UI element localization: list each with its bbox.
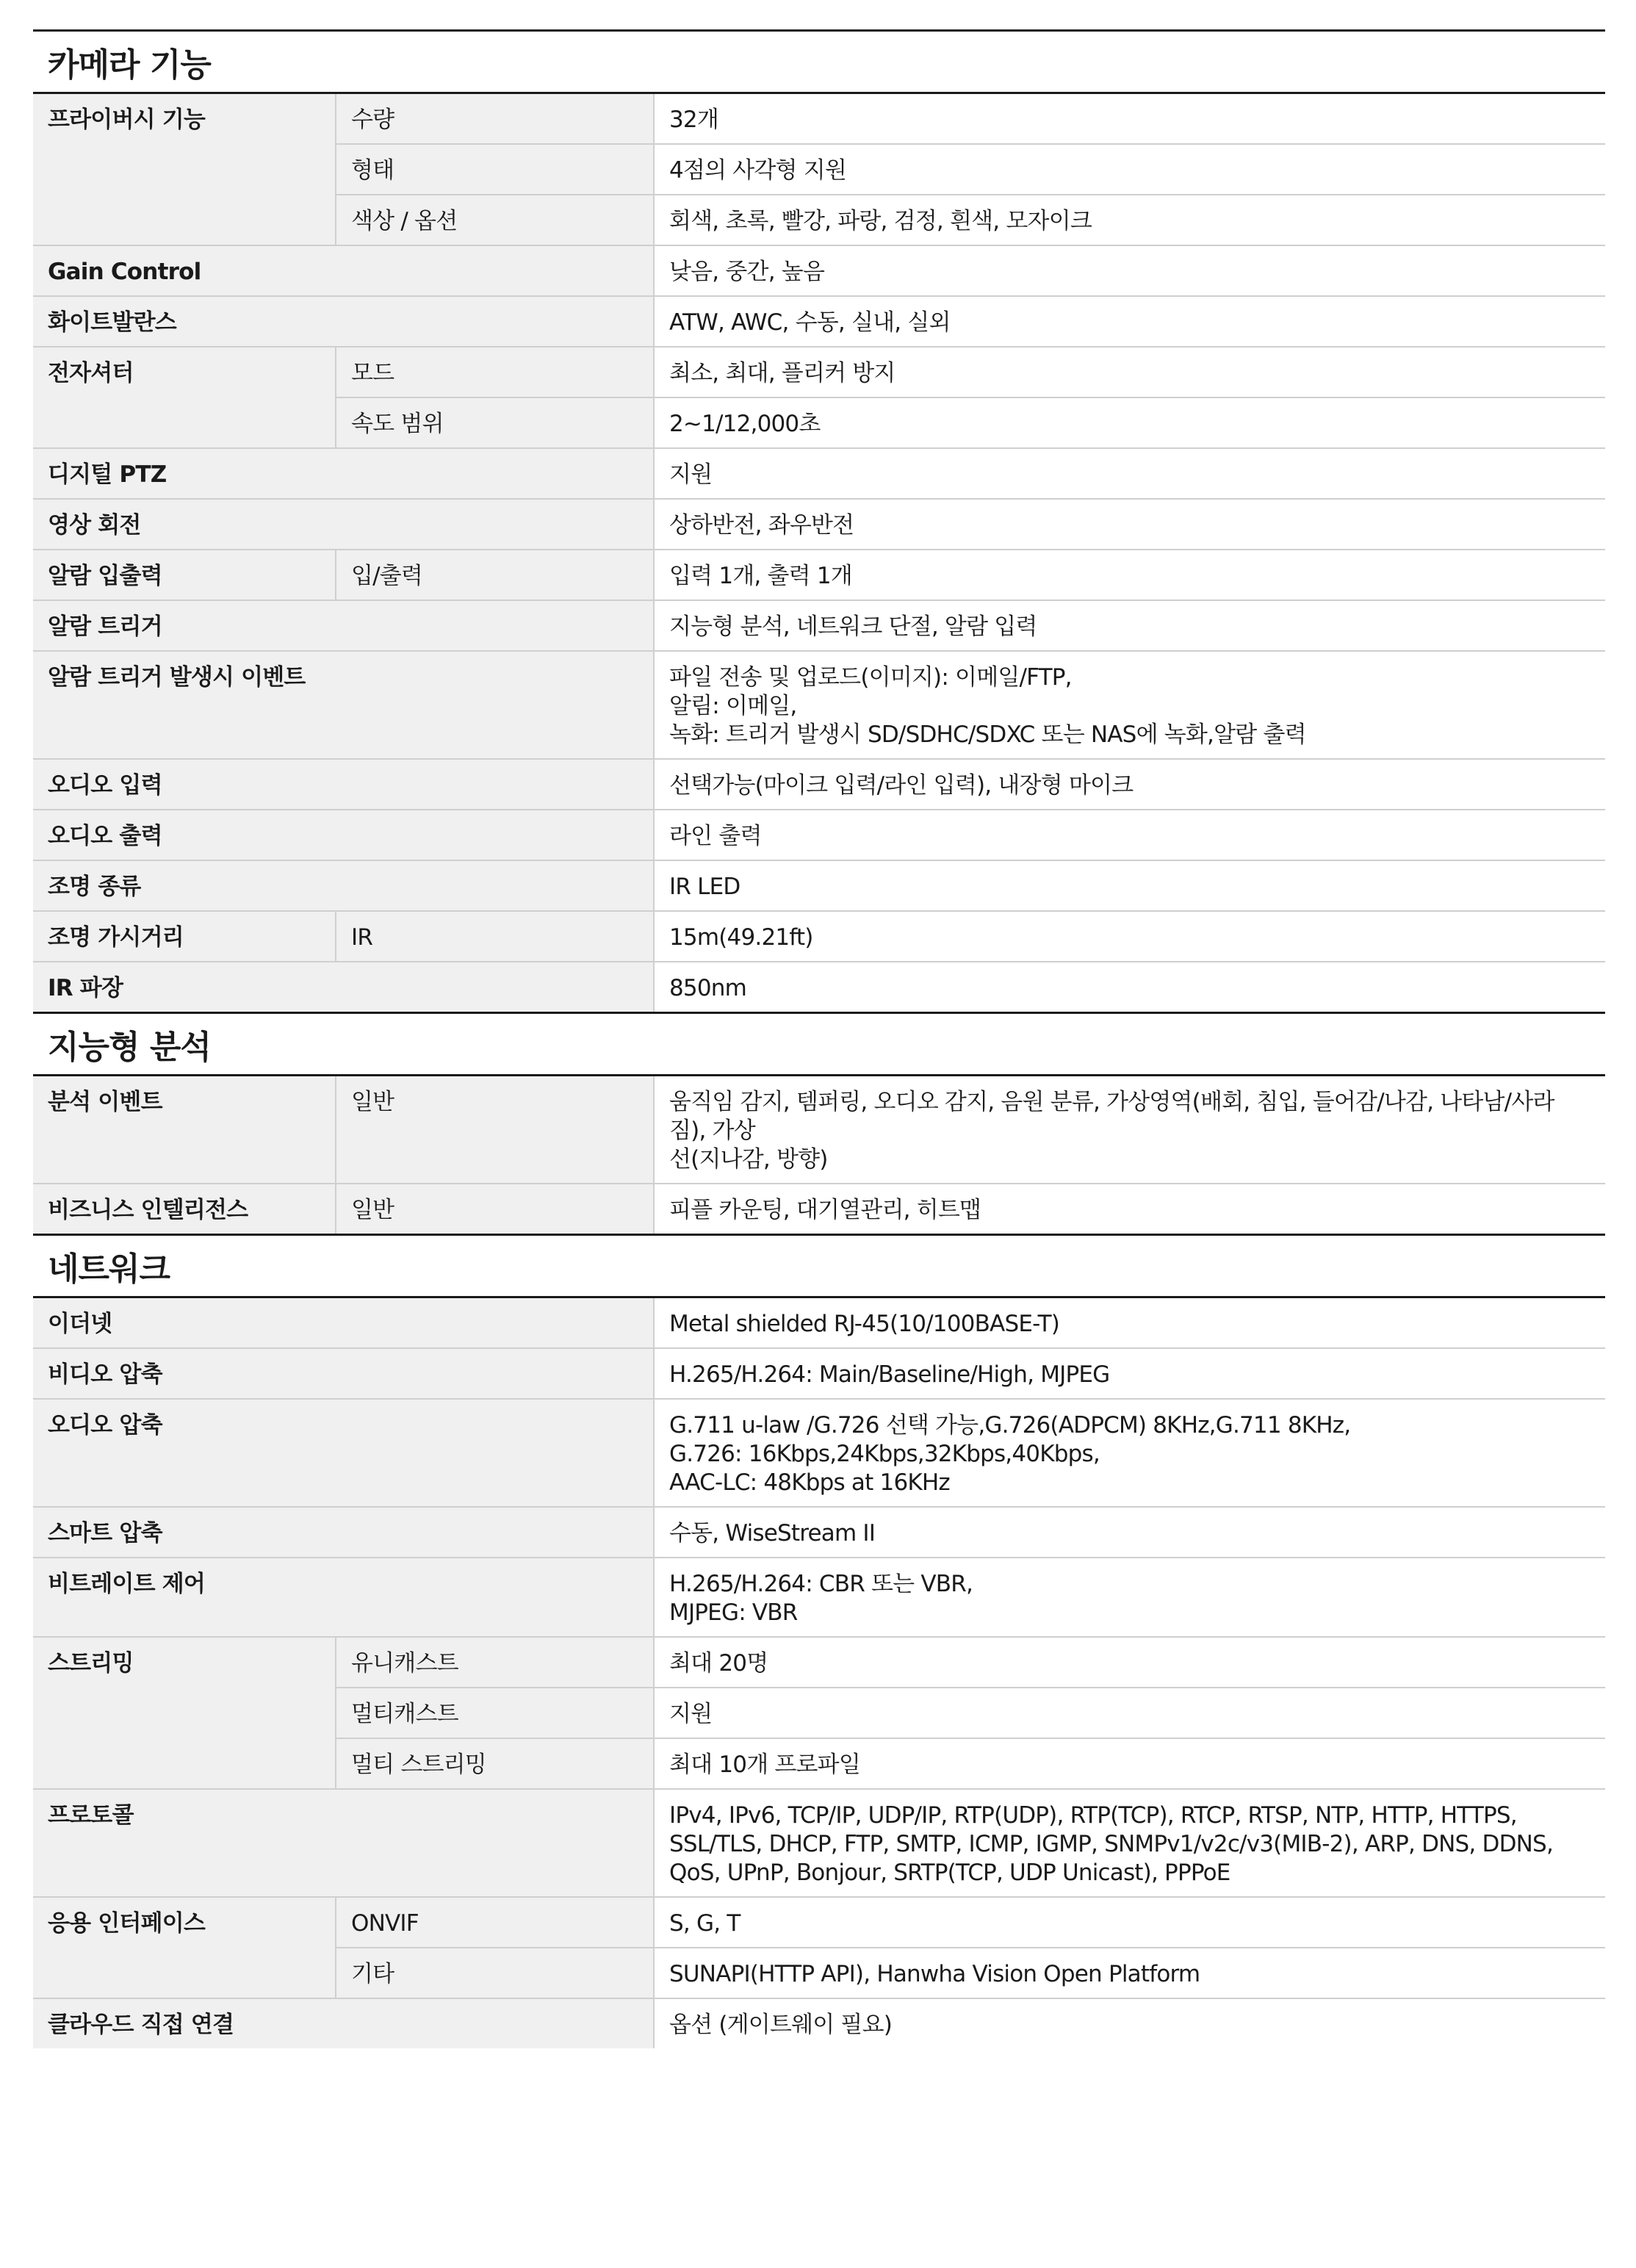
spec-subrow — [336, 1184, 1605, 1234]
spec-value-line: 선택가능(마이크 입력/라인 입력), 내장형 마이크 — [669, 772, 1134, 799]
spec-row — [33, 810, 1605, 861]
spec-value — [655, 94, 1605, 143]
spec-label: 프로토콜 — [33, 1790, 655, 1896]
spec-value-line: ATW, AWC, 수동, 실내, 실외 — [669, 309, 951, 336]
spec-sublabel: IR — [336, 912, 655, 961]
spec-value — [655, 1349, 1605, 1398]
spec-value — [655, 1739, 1605, 1788]
spec-sublabel: 멀티 스트리밍 — [336, 1739, 655, 1788]
spec-value — [655, 1898, 1605, 1947]
spec-row-group — [33, 1184, 1605, 1234]
spec-subrow — [336, 195, 1605, 245]
spec-value — [655, 912, 1605, 961]
spec-label: IR 파장 — [33, 962, 655, 1012]
spec-value-line: 15m(49.21ft) — [669, 924, 813, 951]
spec-value — [655, 1948, 1605, 1998]
spec-row-group — [33, 550, 1605, 601]
spec-value-line: SSL/TLS, DHCP, FTP, SMTP, ICMP, IGMP, SNMPv1/v2c/v3(MIB-2), ARP, DNS, DDNS, — [669, 1831, 1553, 1857]
spec-label: 비트레이트 제어 — [33, 1558, 655, 1636]
spec-subrows — [336, 348, 1605, 447]
spec-sublabel: 속도 범위 — [336, 398, 655, 447]
spec-value-line: AAC-LC: 48Kbps at 16KHz — [669, 1469, 950, 1496]
spec-row — [33, 246, 1605, 297]
spec-subrow — [336, 912, 1605, 961]
spec-section — [33, 29, 1605, 1012]
spec-value-line: 선(지나감, 방향) — [669, 1146, 828, 1173]
spec-row — [33, 861, 1605, 912]
spec-subrows — [336, 1898, 1605, 1998]
spec-value-line: 피플 카운팅, 대기열관리, 히트맵 — [669, 1197, 981, 1223]
spec-value-line: 수동, WiseStream II — [669, 1520, 876, 1547]
section-header — [33, 1012, 1605, 1076]
section-title: 네트워크 — [48, 1250, 170, 1288]
spec-value-line: SUNAPI(HTTP API), Hanwha Vision Open Platform — [669, 1961, 1200, 1987]
spec-row — [33, 962, 1605, 1012]
spec-value-line: 최대 10개 프로파일 — [669, 1752, 860, 1778]
spec-row — [33, 601, 1605, 652]
spec-value — [655, 145, 1605, 194]
spec-value-line: Metal shielded RJ-45(10/100BASE-T) — [669, 1311, 1060, 1337]
spec-subrow — [336, 1898, 1605, 1948]
spec-sublabel: 기타 — [336, 1948, 655, 1998]
spec-subrows — [336, 1184, 1605, 1234]
spec-value — [655, 1076, 1605, 1183]
spec-value — [655, 760, 1605, 809]
section-title: 카메라 기능 — [48, 46, 211, 84]
spec-subrows — [336, 1076, 1605, 1183]
spec-value — [655, 1999, 1605, 2048]
spec-value-line: 850nm — [669, 975, 747, 1001]
spec-value-line: 32개 — [669, 107, 718, 133]
spec-value — [655, 195, 1605, 245]
spec-value — [655, 246, 1605, 295]
spec-row — [33, 1508, 1605, 1558]
spec-value-line: G.711 u-law /G.726 선택 가능,G.726(ADPCM) 8KHz,G.711 8KHz, — [669, 1412, 1351, 1439]
spec-value-line: 입력 1개, 출력 1개 — [669, 563, 852, 589]
spec-row — [33, 652, 1605, 760]
spec-value — [655, 1688, 1605, 1738]
spec-value-line: 4점의 사각형 지원 — [669, 157, 847, 184]
spec-value-line: H.265/H.264: Main/Baseline/High, MJPEG — [669, 1361, 1110, 1388]
spec-label: 비즈니스 인텔리전스 — [33, 1184, 336, 1234]
spec-label: 화이트발란스 — [33, 297, 655, 346]
spec-sublabel: 색상 / 옵션 — [336, 195, 655, 245]
spec-label: 스마트 압축 — [33, 1508, 655, 1557]
section-header — [33, 29, 1605, 94]
spec-value-line: MJPEG: VBR — [669, 1599, 798, 1626]
spec-row-group — [33, 348, 1605, 449]
spec-section — [33, 1234, 1605, 2048]
spec-label: 오디오 출력 — [33, 810, 655, 860]
spec-label: 디지털 PTZ — [33, 449, 655, 498]
spec-value — [655, 1508, 1605, 1557]
spec-row — [33, 1790, 1605, 1898]
spec-value — [655, 550, 1605, 600]
spec-row — [33, 1400, 1605, 1508]
spec-row-group — [33, 94, 1605, 246]
spec-subrows — [336, 550, 1605, 600]
spec-value-line: QoS, UPnP, Bonjour, SRTP(TCP, UDP Unicast), PPPoE — [669, 1860, 1230, 1886]
spec-label: 알람 트리거 — [33, 601, 655, 650]
spec-label: 분석 이벤트 — [33, 1076, 336, 1183]
spec-label: 영상 회전 — [33, 500, 655, 549]
spec-value-line: H.265/H.264: CBR 또는 VBR, — [669, 1571, 973, 1597]
spec-label: 알람 트리거 발생시 이벤트 — [33, 652, 655, 758]
spec-subrow — [336, 1688, 1605, 1739]
spec-row — [33, 297, 1605, 348]
spec-subrow — [336, 1638, 1605, 1688]
spec-subrow — [336, 1948, 1605, 1998]
spec-label: 오디오 압축 — [33, 1400, 655, 1506]
spec-value — [655, 1790, 1605, 1896]
spec-value — [655, 652, 1605, 758]
spec-value-line: 최대 20명 — [669, 1650, 768, 1677]
spec-sublabel: ONVIF — [336, 1898, 655, 1947]
spec-sublabel: 수량 — [336, 94, 655, 143]
spec-value — [655, 348, 1605, 397]
spec-subrows — [336, 94, 1605, 245]
spec-value — [655, 297, 1605, 346]
spec-value — [655, 500, 1605, 549]
spec-value — [655, 1558, 1605, 1636]
spec-value-line: 지원 — [669, 1701, 713, 1727]
spec-value-line: 최소, 최대, 플리커 방지 — [669, 360, 896, 386]
spec-value-line: 2~1/12,000초 — [669, 411, 821, 437]
spec-row-group — [33, 912, 1605, 962]
spec-row — [33, 500, 1605, 550]
spec-label: 조명 종류 — [33, 861, 655, 910]
spec-label: 이더넷 — [33, 1298, 655, 1347]
spec-value-line: 지능형 분석, 네트워크 단절, 알람 입력 — [669, 613, 1037, 640]
spec-value-line: 지원 — [669, 461, 713, 488]
spec-row-group — [33, 1898, 1605, 1999]
spec-subrow — [336, 550, 1605, 600]
spec-value-line: 녹화: 트리거 발생시 SD/SDHC/SDXC 또는 NAS에 녹화,알람 출력 — [669, 721, 1306, 748]
spec-value-line: IPv4, IPv6, TCP/IP, UDP/IP, RTP(UDP), RTP(TCP), RTCP, RTSP, NTP, HTTP, HTTPS, — [669, 1802, 1517, 1829]
spec-row — [33, 1349, 1605, 1400]
section-header — [33, 1234, 1605, 1298]
spec-row — [33, 1558, 1605, 1638]
spec-subrow — [336, 94, 1605, 145]
spec-value — [655, 1184, 1605, 1234]
spec-label: Gain Control — [33, 246, 655, 295]
section-title: 지능형 분석 — [48, 1029, 211, 1066]
spec-subrow — [336, 1739, 1605, 1788]
spec-value — [655, 398, 1605, 447]
spec-row — [33, 760, 1605, 810]
spec-label: 비디오 압축 — [33, 1349, 655, 1398]
spec-value — [655, 1638, 1605, 1687]
spec-sublabel: 일반 — [336, 1184, 655, 1234]
spec-value-line: 옵션 (게이트웨이 필요) — [669, 2012, 893, 2038]
spec-label: 전자셔터 — [33, 348, 336, 447]
spec-label: 프라이버시 기능 — [33, 94, 336, 245]
spec-value — [655, 810, 1605, 860]
spec-value-line: 회색, 초록, 빨강, 파랑, 검정, 흰색, 모자이크 — [669, 208, 1092, 234]
spec-subrows — [336, 912, 1605, 961]
spec-sublabel: 모드 — [336, 348, 655, 397]
spec-subrow — [336, 348, 1605, 398]
spec-sublabel: 입/출력 — [336, 550, 655, 600]
spec-label: 스트리밍 — [33, 1638, 336, 1788]
spec-value — [655, 449, 1605, 498]
spec-value-line: 상하반전, 좌우반전 — [669, 512, 854, 539]
spec-document — [33, 29, 1605, 2048]
spec-label: 조명 가시거리 — [33, 912, 336, 961]
spec-section — [33, 1012, 1605, 1234]
spec-value — [655, 601, 1605, 650]
spec-label: 클라우드 직접 연결 — [33, 1999, 655, 2048]
spec-value-line: 낮음, 중간, 높음 — [669, 259, 825, 285]
spec-value-line: 알림: 이메일, — [669, 693, 797, 719]
spec-subrow — [336, 398, 1605, 447]
spec-row-group — [33, 1076, 1605, 1184]
spec-value-line: 파일 전송 및 업로드(이미지): 이메일/FTP, — [669, 664, 1072, 691]
spec-subrow — [336, 1076, 1605, 1183]
spec-label: 응용 인터페이스 — [33, 1898, 336, 1998]
spec-row — [33, 1999, 1605, 2048]
spec-value — [655, 962, 1605, 1012]
spec-value-line: IR LED — [669, 874, 740, 900]
spec-subrows — [336, 1638, 1605, 1788]
spec-value-line: 움직임 감지, 템퍼링, 오디오 감지, 음원 분류, 가상영역(배회, 침입, 들어감/나감, 나타남/사라짐), 가상 — [669, 1089, 1554, 1144]
spec-subrow — [336, 145, 1605, 195]
spec-row-group — [33, 1638, 1605, 1790]
spec-value — [655, 1400, 1605, 1506]
spec-label: 오디오 입력 — [33, 760, 655, 809]
spec-value — [655, 1298, 1605, 1347]
spec-sublabel: 일반 — [336, 1076, 655, 1183]
spec-value — [655, 861, 1605, 910]
spec-sublabel: 유니캐스트 — [336, 1638, 655, 1687]
spec-value-line: S, G, T — [669, 1910, 740, 1937]
spec-row — [33, 1298, 1605, 1349]
spec-sublabel: 멀티캐스트 — [336, 1688, 655, 1738]
spec-sublabel: 형태 — [336, 145, 655, 194]
spec-label: 알람 입출력 — [33, 550, 336, 600]
spec-row — [33, 449, 1605, 500]
spec-value-line: G.726: 16Kbps,24Kbps,32Kbps,40Kbps, — [669, 1441, 1100, 1467]
spec-value-line: 라인 출력 — [669, 823, 762, 849]
